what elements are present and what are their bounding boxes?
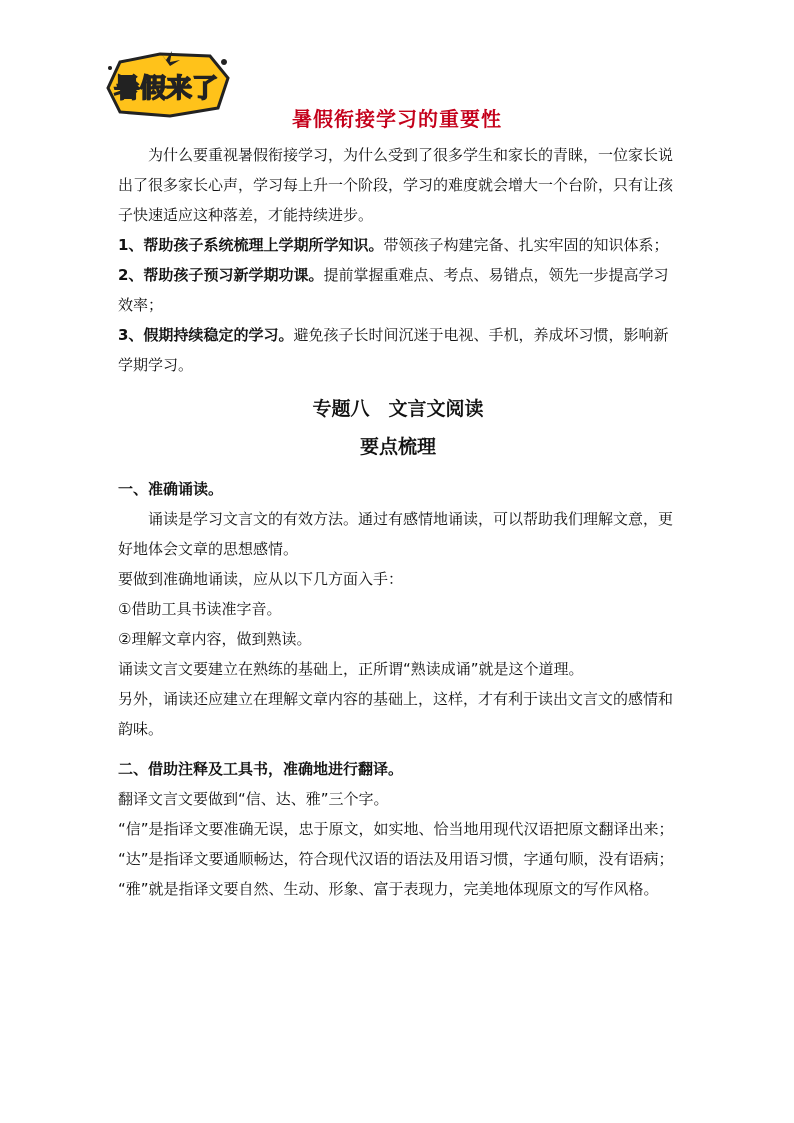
logo-text: 暑假来了 (113, 74, 219, 104)
intro-paragraph: 为什么要重视暑假衔接学习，为什么受到了很多学生和家长的青睐，一位家长说出了很多家长心声，学习每上升一个阶段，学习的难度就会增大一个台阶，只有让孩子快速适应这种落差，才能持续进步。 (118, 146, 674, 224)
section-2-p3: “达”是指译文要通顺畅达，符合现代汉语的语法及用语习惯，字通句顺，没有语病； (118, 850, 674, 868)
intro-point-1: 1、帮助孩子系统梳理上学期所学知识。带领孩子构建完备、扎实牢固的知识体系； (118, 236, 669, 254)
section-1 (118, 474, 678, 744)
section-1-p4: 另外，诵读还应建立在理解文章内容的基础上，这样，才有利于读出文言文的感情和韵味。 (118, 690, 674, 738)
topic-subtitle: 要点梳理 (359, 436, 436, 458)
section-1-p1: 诵读是学习文言文的有效方法。通过有感情地诵读，可以帮助我们理解文意，更好地体会文章的思想感情。 (118, 510, 674, 558)
section-1-p2: 要做到准确地诵读，应从以下几方面入手： (118, 570, 404, 588)
topic-title: 专题八 文言文阅读 (312, 398, 484, 420)
section-2-p1: 翻译文言文要做到“信、达、雅”三个字。 (118, 790, 389, 808)
section-2-heading: 二、借助注释及工具书，准确地进行翻译。 (118, 760, 404, 778)
section-1-item2: ②理解文章内容，做到熟读。 (118, 630, 312, 648)
section-2-p2: “信”是指译文要准确无误，忠于原文，如实地、恰当地用现代汉语把原文翻译出来； (118, 820, 674, 838)
section-2-p4: “雅”就是指译文要自然、生动、形象、富于表现力，完美地体现原文的写作风格。 (118, 880, 659, 898)
intro-point-2: 2、帮助孩子预习新学期功课。提前掌握重难点、考点、易错点，领先一步提高学习效率； (118, 266, 669, 314)
intro-title: 暑假衔接学习的重要性 (292, 107, 502, 131)
section-1-heading: 一、准确诵读。 (118, 480, 224, 498)
intro-point-3: 3、假期持续稳定的学习。避免孩子长时间沉迷于电视、手机，养成坏习惯，影响新学期学习。 (118, 326, 669, 374)
section-2 (118, 754, 678, 904)
intro-section (118, 140, 678, 380)
topic-header (118, 392, 678, 464)
section-1-p3: 诵读文言文要建立在熟练的基础上，正所谓“熟读成诵”就是这个道理。 (118, 660, 584, 678)
section-1-item1: ①借助工具书读准字音。 (118, 600, 282, 618)
